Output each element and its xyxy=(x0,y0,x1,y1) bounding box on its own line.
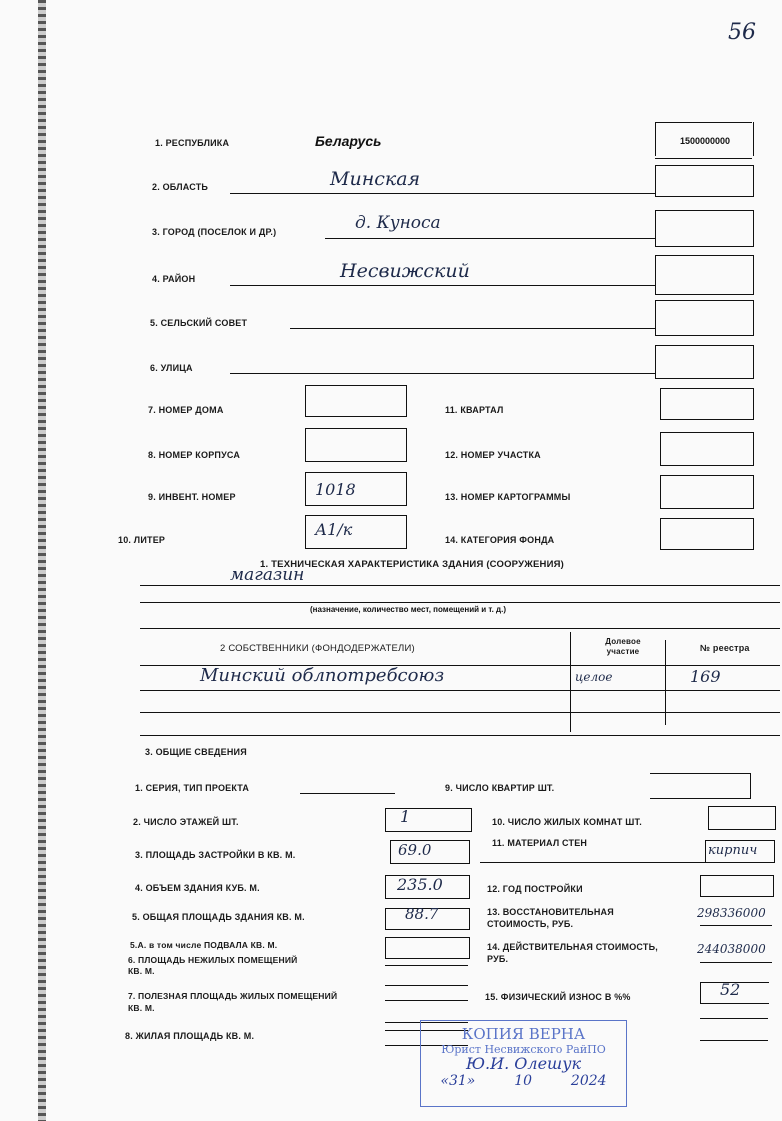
form-rule-line xyxy=(700,925,772,926)
info-label: 14. ДЕЙСТВИТЕЛЬНАЯ СТОИМОСТЬ, РУБ. xyxy=(487,942,658,964)
form-rule-line xyxy=(700,962,772,963)
form-rule-line xyxy=(140,735,780,736)
inventory-number: 1018 xyxy=(315,480,356,499)
physical-wear: 52 xyxy=(720,980,741,999)
info-label: 11. МАТЕРИАЛ СТЕН xyxy=(492,838,588,848)
form-rule-line xyxy=(140,602,780,603)
info-label: 5.А. в том числе ПОДВАЛА КВ. М. xyxy=(130,940,278,950)
field-value: д. Куноса xyxy=(355,213,441,233)
form-box xyxy=(305,428,407,462)
info-label: 8. ЖИЛАЯ ПЛОЩАДЬ КВ. М. xyxy=(125,1031,255,1041)
info-value: 1 xyxy=(400,807,411,826)
form-rule-line xyxy=(140,712,780,713)
form-box xyxy=(650,773,751,799)
form-rule-line xyxy=(655,158,752,159)
form-box xyxy=(655,210,754,247)
info-label: 4. ОБЪЕМ ЗДАНИЯ КУБ. М. xyxy=(135,883,260,893)
form-rule-line xyxy=(421,1073,626,1089)
form-box xyxy=(660,475,754,509)
building-purpose: магазин xyxy=(230,565,305,585)
info-label: 13. ВОССТАНОВИТЕЛЬНАЯ СТОИМОСТЬ, РУБ. xyxy=(487,907,614,929)
form-rule-line xyxy=(290,328,655,329)
form-box xyxy=(655,300,754,336)
owner-name: Минский облпотребсоюз xyxy=(200,665,445,686)
form-box xyxy=(708,806,776,830)
form-rule-line xyxy=(325,238,655,239)
restoration-cost: 298336000 xyxy=(697,906,766,920)
info-label: 15. ФИЗИЧЕСКИЙ ИЗНОС В %% xyxy=(485,992,631,1002)
form-rule-line xyxy=(230,285,655,286)
info-label: 5. ОБЩАЯ ПЛОЩАДЬ ЗДАНИЯ КВ. М. xyxy=(132,912,305,922)
field-label: 5. СЕЛЬСКИЙ СОВЕТ xyxy=(150,318,248,328)
info-label: 9. ЧИСЛО КВАРТИР ШТ. xyxy=(445,783,555,793)
form-box xyxy=(385,808,472,832)
field-label: 4. РАЙОН xyxy=(152,274,196,284)
form-rule-line xyxy=(385,985,468,986)
info-value: 69.0 xyxy=(398,841,432,859)
signature: Ю.И. Олешук xyxy=(465,1054,582,1073)
info-value: 235.0 xyxy=(397,875,443,894)
field-label: 2. ОБЛАСТЬ xyxy=(152,182,209,192)
box-label: 14. КАТЕГОРИЯ ФОНДА xyxy=(445,535,555,545)
box-label: 11. КВАРТАЛ xyxy=(445,405,504,415)
form-box xyxy=(655,255,754,295)
form-box xyxy=(660,518,754,550)
form-box xyxy=(660,432,754,466)
form-rule-line xyxy=(230,373,655,374)
stamp-day: «31» xyxy=(440,1073,476,1089)
owners-title: 2 СОБСТВЕННИКИ (ФОНДОДЕРЖАТЕЛИ) xyxy=(220,643,415,654)
form-box xyxy=(655,165,754,197)
form-rule-line xyxy=(570,632,571,732)
field-label: 6. УЛИЦА xyxy=(150,363,193,373)
stamp-title: КОПИЯ ВЕРНА xyxy=(461,1025,586,1043)
form-rule-line xyxy=(480,862,705,863)
info-label: 3. ПЛОЩАДЬ ЗАСТРОЙКИ В КВ. М. xyxy=(135,850,296,860)
field-label: 3. ГОРОД (ПОСЕЛОК И ДР.) xyxy=(152,227,277,237)
info-label: 7. ПОЛЕЗНАЯ ПЛОЩАДЬ ЖИЛЫХ ПОМЕЩЕНИЙ КВ. М. xyxy=(128,991,338,1013)
info-label: 10. ЧИСЛО ЖИЛЫХ КОМНАТ ШТ. xyxy=(492,817,642,827)
box-label: 12. НОМЕР УЧАСТКА xyxy=(445,450,541,460)
section-title: 1. ТЕХНИЧЕСКАЯ ХАРАКТЕРИСТИКА ЗДАНИЯ (СООРУЖЕНИЯ) xyxy=(260,559,565,570)
box-label: 8. НОМЕР КОРПУСА xyxy=(148,450,241,460)
form-box xyxy=(660,388,754,420)
field-value: Минская xyxy=(330,168,421,190)
form-rule-line xyxy=(385,965,468,966)
form-rule-line xyxy=(300,793,395,794)
info-label: 2. ЧИСЛО ЭТАЖЕЙ ШТ. xyxy=(133,817,239,827)
form-rule-line xyxy=(140,690,780,691)
box-label: 7. НОМЕР ДОМА xyxy=(148,405,224,415)
actual-cost: 244038000 xyxy=(697,942,766,956)
form-rule-line xyxy=(700,1040,768,1041)
wall-material: кирпич xyxy=(708,843,758,858)
box-label: 13. НОМЕР КАРТОГРАММЫ xyxy=(445,492,571,502)
registry-header: № реестра xyxy=(700,643,750,653)
page-number: 56 xyxy=(728,20,756,45)
form-box xyxy=(305,385,407,417)
form-rule-line xyxy=(655,122,752,123)
registry-number: 169 xyxy=(690,667,721,686)
stamp-year: 2024 xyxy=(570,1073,607,1089)
owner-share: целое xyxy=(575,670,613,684)
field-value: Несвижский xyxy=(340,260,470,282)
form-rule-line xyxy=(140,628,780,629)
form-rule-line xyxy=(230,193,655,194)
region-code: 1500000000 xyxy=(680,136,731,146)
info-label: 12. ГОД ПОСТРОЙКИ xyxy=(487,884,583,894)
share-header: Долевое участие xyxy=(605,637,641,656)
certification-stamp xyxy=(420,1020,627,1107)
box-label: 9. ИНВЕНТ. НОМЕР xyxy=(148,492,236,502)
field-value: Беларусь xyxy=(315,133,382,149)
form-box xyxy=(700,875,774,897)
stamp-month: 10 xyxy=(514,1073,533,1089)
liter: А1/к xyxy=(315,520,353,539)
info-label: 1. СЕРИЯ, ТИП ПРОЕКТА xyxy=(135,783,250,793)
caption: (назначение, количество мест, помещений и т. д.) xyxy=(310,605,507,614)
form-rule-line xyxy=(140,585,780,586)
box-label: 10. ЛИТЕР xyxy=(118,535,166,545)
stamp-subtitle: Юрист Несвижского РайПО xyxy=(441,1043,606,1056)
info-value: 88.7 xyxy=(405,905,439,923)
section-title: 3. ОБЩИЕ СВЕДЕНИЯ xyxy=(145,747,247,757)
form-box xyxy=(655,345,754,379)
scan-edge xyxy=(38,0,46,1121)
info-label: 6. ПЛОЩАДЬ НЕЖИЛЫХ ПОМЕЩЕНИЙ КВ. М. xyxy=(128,955,298,976)
form-rule-line xyxy=(700,1018,768,1019)
form-rule-line xyxy=(385,1000,468,1001)
form-box xyxy=(385,937,470,959)
field-label: 1. РЕСПУБЛИКА xyxy=(155,138,230,148)
